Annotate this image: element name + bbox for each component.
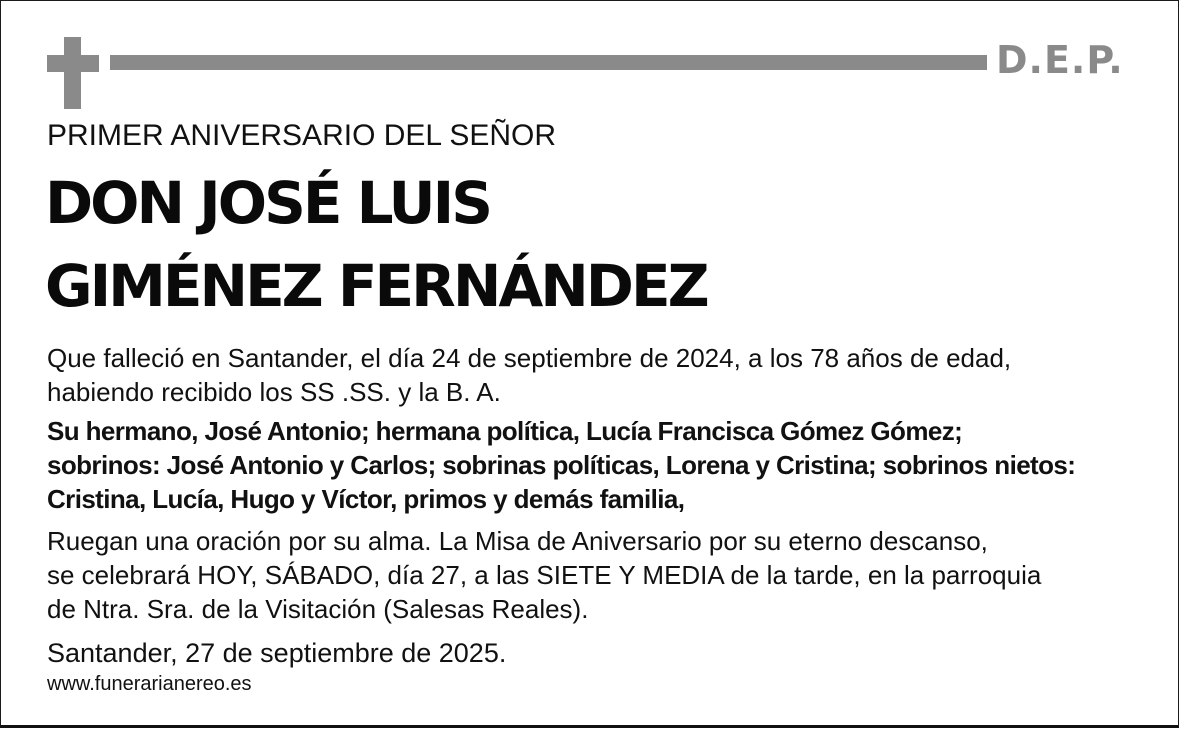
- website-link[interactable]: www.funerarianereo.es: [47, 673, 252, 695]
- family-line: Cristina, Lucía, Hugo y Víctor, primos y demás familia,: [47, 484, 685, 514]
- mass-line: Ruegan una oración por su alma. La Misa de Aniversario por su eterno descanso,: [47, 526, 988, 556]
- deceased-name-line-1: DON JOSÉ LUIS: [45, 169, 490, 237]
- notice-subtitle: PRIMER ANIVERSARIO DEL SEÑOR: [47, 119, 557, 152]
- mass-line: se celebrará HOY, SÁBADO, día 27, a las SIETE Y MEDIA de la tarde, en la parroquia: [47, 560, 1042, 590]
- death-line: Que falleció en Santander, el día 24 de septiembre de 2024, a los 78 años de edad,: [47, 343, 1012, 373]
- death-line: habiendo recibido los SS .SS. y la B. A.: [47, 377, 501, 407]
- mass-paragraph: [47, 524, 1041, 626]
- deceased-name-line-2: GIMÉNEZ FERNÁNDEZ: [45, 252, 707, 320]
- family-paragraph: [47, 414, 1075, 516]
- family-line: Su hermano, José Antonio; hermana política, Lucía Francisca Gómez Gómez;: [47, 416, 963, 446]
- place-and-date: Santander, 27 de septiembre de 2025.: [47, 638, 507, 668]
- header-rule: [110, 55, 987, 70]
- death-paragraph: [47, 341, 1011, 409]
- dep-label: D.E.P.: [996, 38, 1124, 82]
- mass-line: de Ntra. Sra. de la Visitación (Salesas Reales).: [47, 594, 589, 624]
- cross-icon: [47, 37, 99, 109]
- family-line: sobrinos: José Antonio y Carlos; sobrinas políticas, Lorena y Cristina; sobrinos nietos:: [47, 450, 1076, 480]
